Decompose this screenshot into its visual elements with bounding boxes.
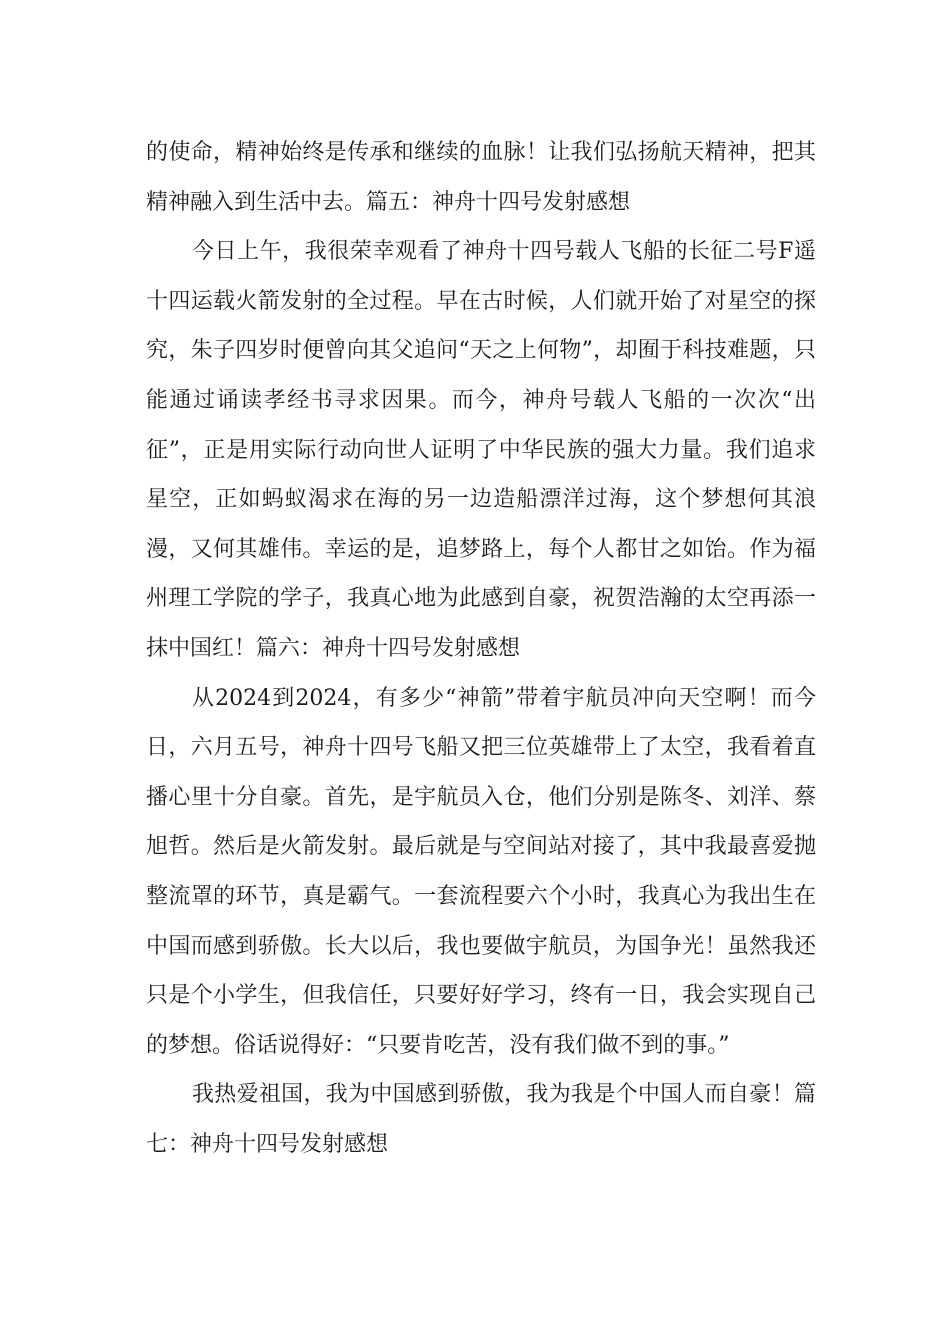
body-text (146, 128, 816, 1169)
paragraph-continuation: 的使命，精神始终是传承和继续的血脉！让我们弘扬航天精神，把其精神融入到生活中去。篇五：神舟十四号发射感想 (146, 140, 816, 215)
paragraph-article-six: 从2024到2024，有多少“神箭”带着宇航员冲向天空啊！而今日，六月五号，神舟十四号飞船又把三位英雄带上了太空，我看着直播心里十分自豪。首先，是宇航员入仓，他们分别是陈冬、刘洋、蔡旭哲。然后是火箭发射。最后就是与空间站对接了，其中我最喜爱抛整流罩的环节，真是霸气。一套流程要六个小时，我真心为我出生在中国而感到骄傲。长大以后，我也要做宇航员，为国争光！虽然我还只是个小学生，但我信任，只要好好学习，终有一日，我会实现自己的梦想。俗话说得好：“只要肯吃苦，没有我们做不到的事。” (146, 685, 816, 1058)
paragraph-article-five: 今日上午，我很荣幸观看了神舟十四号载人飞船的长征二号F遥十四运载火箭发射的全过程。早在古时候，人们就开始了对星空的探究，朱子四岁时便曾向其父追问“天之上何物”，却囿于科技难题，只能通过诵读孝经书寻求因果。而今，神舟号载人飞船的一次次“出征”，正是用实际行动向世人证明了中华民族的强大力量。我们追求星空，正如蚂蚁渴求在海的另一边造船漂洋过海，这个梦想何其浪漫，又何其雄伟。幸运的是，追梦路上，每个人都甘之如饴。作为福州理工学院的学子，我真心地为此感到自豪，祝贺浩瀚的太空再添一抹中国红！篇六：神舟十四号发射感想 (146, 239, 816, 661)
paragraph-closing: 我热爱祖国，我为中国感到骄傲，我为我是个中国人而自豪！篇七：神舟十四号发射感想 (146, 1082, 816, 1157)
